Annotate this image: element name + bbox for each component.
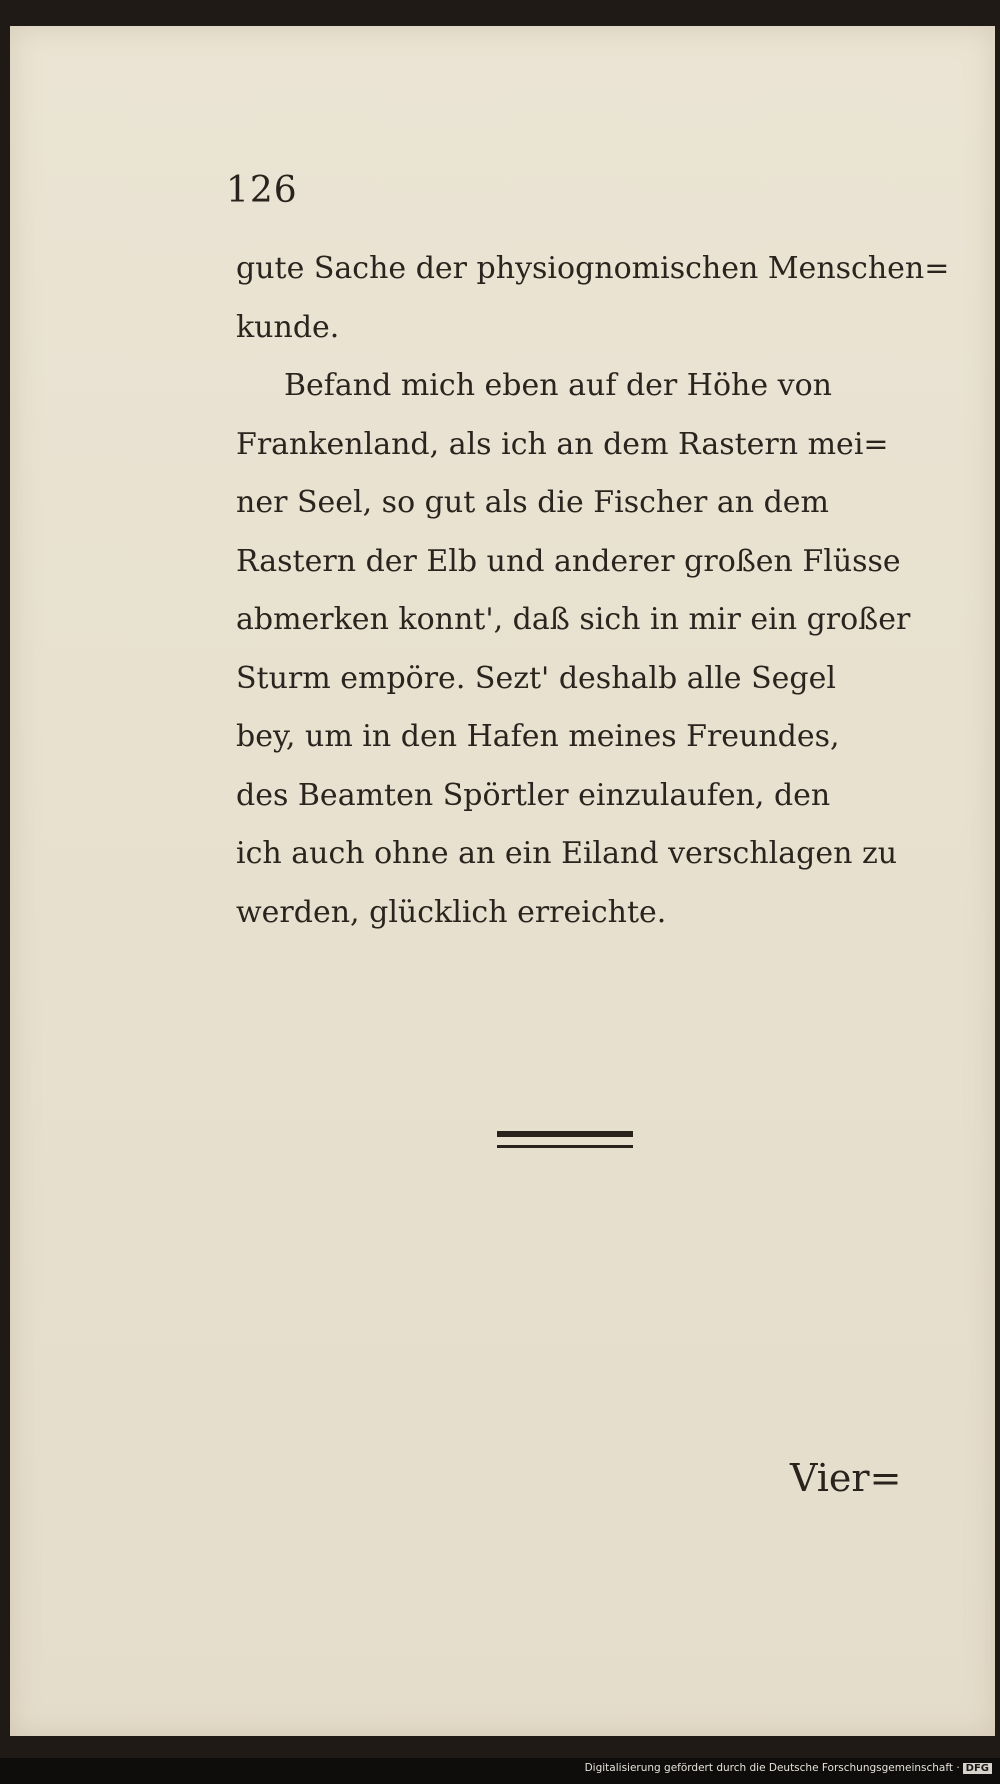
text-line: Rastern der Elb und anderer großen Flüsse xyxy=(236,543,901,579)
text-line: Frankenland, als ich an dem Rastern mei= xyxy=(236,426,889,462)
text-line: gute Sache der physiognomischen Menschen= xyxy=(236,251,950,286)
ornament-rule-thick xyxy=(497,1131,633,1137)
text-line: des Beamten Spörtler einzulaufen, den xyxy=(236,777,831,813)
text-line: Sturm empöre. Sezt' deshalb alle Segel xyxy=(236,660,836,696)
text-line: ich auch ohne an ein Eiland verschlagen zu xyxy=(236,836,898,871)
text-line: ner Seel, so gut als die Fischer an dem xyxy=(236,485,829,520)
text-line: werden, glücklich erreichte. xyxy=(236,894,667,930)
text-line: abmerken konnt', daß sich in mir ein großer xyxy=(236,602,911,637)
digitization-credit xyxy=(585,1762,992,1774)
text-line: kunde. xyxy=(236,309,340,345)
page-number: 126 xyxy=(226,170,298,211)
catchword: Vier= xyxy=(790,1456,902,1500)
text-line: bey, um in den Hafen meines Freundes, xyxy=(236,719,840,754)
ornament-rule-thin xyxy=(497,1145,633,1148)
paragraph-continuation xyxy=(236,240,950,357)
text-line: Befand mich eben auf der Höhe von xyxy=(284,368,832,403)
credit-text: Digitalisierung gefördert durch die Deutsche Forschungsgemeinschaft · xyxy=(584,1762,960,1774)
body-text xyxy=(236,240,950,942)
paragraph-main xyxy=(236,357,911,942)
dfg-badge: DFG xyxy=(963,1763,992,1774)
